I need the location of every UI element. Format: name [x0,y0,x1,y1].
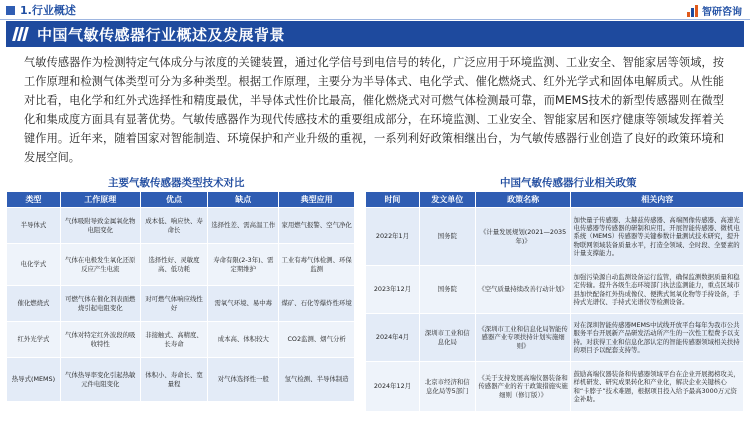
table-cell: 电化学式 [7,244,61,286]
table-cell: 2023年12月 [366,266,420,314]
table2-header: 时间 [366,192,420,208]
table-cell: 鼓励高端仪器装备和传感器领域平台在企业开展揭榜攻关，样机研发、研究成果转化和产业化，解决企业关键核心和“卡脖子”技术难题，根据项目投入给予最高3000万元资金补助。 [571,362,744,412]
table-cell: 2022年1月 [366,208,420,266]
page-title: 中国气敏传感器行业概述及发展背景 [37,25,286,44]
table-cell: 对可燃气体响应线性好 [140,286,208,322]
table-cell: 催化燃烧式 [7,286,61,322]
section-marker-icon [6,6,15,15]
table-cell: 国务院 [419,266,475,314]
table-row [366,362,744,412]
table-cell: 《空气质量持续改善行动计划》 [475,266,571,314]
sensor-type-table [6,191,355,402]
table-cell: 半导体式 [7,208,61,244]
table-cell: 加快量子传感器、太赫兹传感器、高端图像传感器、高速光电传感器等传感器的研制和应用。开展智能传感器、微机电系统（MEMS）传感器等关键参数计量测试技术研究，提升物联网领域装备质量水平，打造全领域、全时段、全要素的计量支撑能力。 [571,208,744,266]
table-cell: 《深圳市工业和信息化局智能传感器产业专项扶持计划实施细则》 [475,314,571,362]
table-cell: 体积小、寿命长、宽量程 [140,358,208,402]
table-row [366,208,744,266]
table1-header: 典型应用 [279,192,355,208]
table-cell: 寿命有限(2-3年)、需定期维护 [208,244,279,286]
table-row [366,314,744,362]
table-cell: 对气体选择性一般 [208,358,279,402]
table-cell: 《关于支持发展高端仪器装备和传感器产业的若干政策措施实施细则（修订版）》 [475,362,571,412]
table-cell: CO2监测、烟气分析 [279,322,355,358]
table-cell: 热导式(MEMS) [7,358,61,402]
table-cell: 成本高、体积较大 [208,322,279,358]
table-row [366,266,744,314]
table-cell: 工业有毒气体检测、环保监测 [279,244,355,286]
table-cell: 2024年12月 [366,362,420,412]
table-cell: 《计量发展规划(2021—2035年)》 [475,208,571,266]
table1-title: 主要气敏传感器类型技术对比 [108,177,245,189]
logo [687,3,742,18]
table1-header: 类型 [7,192,61,208]
table-cell: 可燃气体在催化剂表面燃烧引起电阻变化 [60,286,140,322]
intro-paragraph: 气敏传感器作为检测特定气体成分与浓度的关键装置，通过化学信号到电信号的转化，广泛应用于环境监测、工业安全、智能家居等领域，按工作原理和检测气体类型可分为多种类型。根据工作原理，主要分为半导体式、电化学式、催化燃烧式、红外光学式和固体电解质式。从性能对比看，电化学和红外式选择性和精度最优，半导体式性价比最高，催化燃烧式对可燃气体检测最可靠，而MEMS技术的新型传感器则在微型化和集成度方面具有显著优势。气敏传感器作为现代传感技术的重要组成部分，在环境监测、工业安全、智能家居和医疗健康等领域发挥着关键作用。近年来，随着国家对智能制造、环境保护和产业升级的重视，一系列利好政策相继出台，为气敏传感器行业创造了良好的政策环境和发展空间。 [24,56,724,164]
table2-header: 发文单位 [419,192,475,208]
table-row [7,286,355,322]
policy-table [365,191,744,412]
table-row [7,322,355,358]
title-banner [6,21,744,47]
table-cell: 成本低、响应快、寿命长 [140,208,208,244]
stripes-icon [14,27,29,41]
table-cell: 红外光学式 [7,322,61,358]
table-cell: 气体吸附导致金属氧化物电阻变化 [60,208,140,244]
table2-header: 相关内容 [571,192,744,208]
table-cell: 氢气检测、半导体制造 [279,358,355,402]
table-cell: 加强污染源自动监测设备运行监管，确保监测数据质量和稳定传输。提升各级生态环境部门执法监测能力，重点区域市县加快配备红外热成像仪、便携式氮氧化物等手持设备，手持式光谱仪、手持式光谱仪等检测设备。 [571,266,744,314]
table2-title: 中国气敏传感器行业相关政策 [500,177,637,189]
table1-header: 优点 [140,192,208,208]
top-divider [0,19,750,20]
table-cell: 非接触式、高精度、长寿命 [140,322,208,358]
table-cell: 深圳市工业和信息化局 [419,314,475,362]
table-cell: 国务院 [419,208,475,266]
table-row [7,244,355,286]
top-bar [0,0,750,20]
table-cell: 煤矿、石化等爆炸性环境 [279,286,355,322]
table-row [7,208,355,244]
section-label: 1.行业概述 [20,4,76,17]
table-cell: 气体对特定红外波段的吸收特性 [60,322,140,358]
table2-header: 政策名称 [475,192,571,208]
table-cell: 2024年4月 [366,314,420,362]
bar-chart-logo-icon [687,5,699,17]
logo-text: 智研咨询 [702,7,742,18]
table-cell: 需氧气环境、易中毒 [208,286,279,322]
table-cell: 选择性差、需高温工作 [208,208,279,244]
table-row [7,358,355,402]
table-cell: 选择性好、灵敏度高、低功耗 [140,244,208,286]
table-cell: 北京市经济和信息化局等5部门 [419,362,475,412]
table-cell: 对在深圳智能传感器MEMS中试线开放平台每年为我市公共服务平台开展新产品研发活动所产生的一次性工程费予以支持。对获得工业和信息化部认定的智能传感器领域相关扶持的项目予以配套支持等。 [571,314,744,362]
table-cell: 家用燃气报警、空气净化 [279,208,355,244]
table-cell: 气体在电极发生氧化还原反应产生电流 [60,244,140,286]
table1-header: 缺点 [208,192,279,208]
table1-header: 工作原理 [60,192,140,208]
table-cell: 气体热导率变化引起热敏元件电阻变化 [60,358,140,402]
